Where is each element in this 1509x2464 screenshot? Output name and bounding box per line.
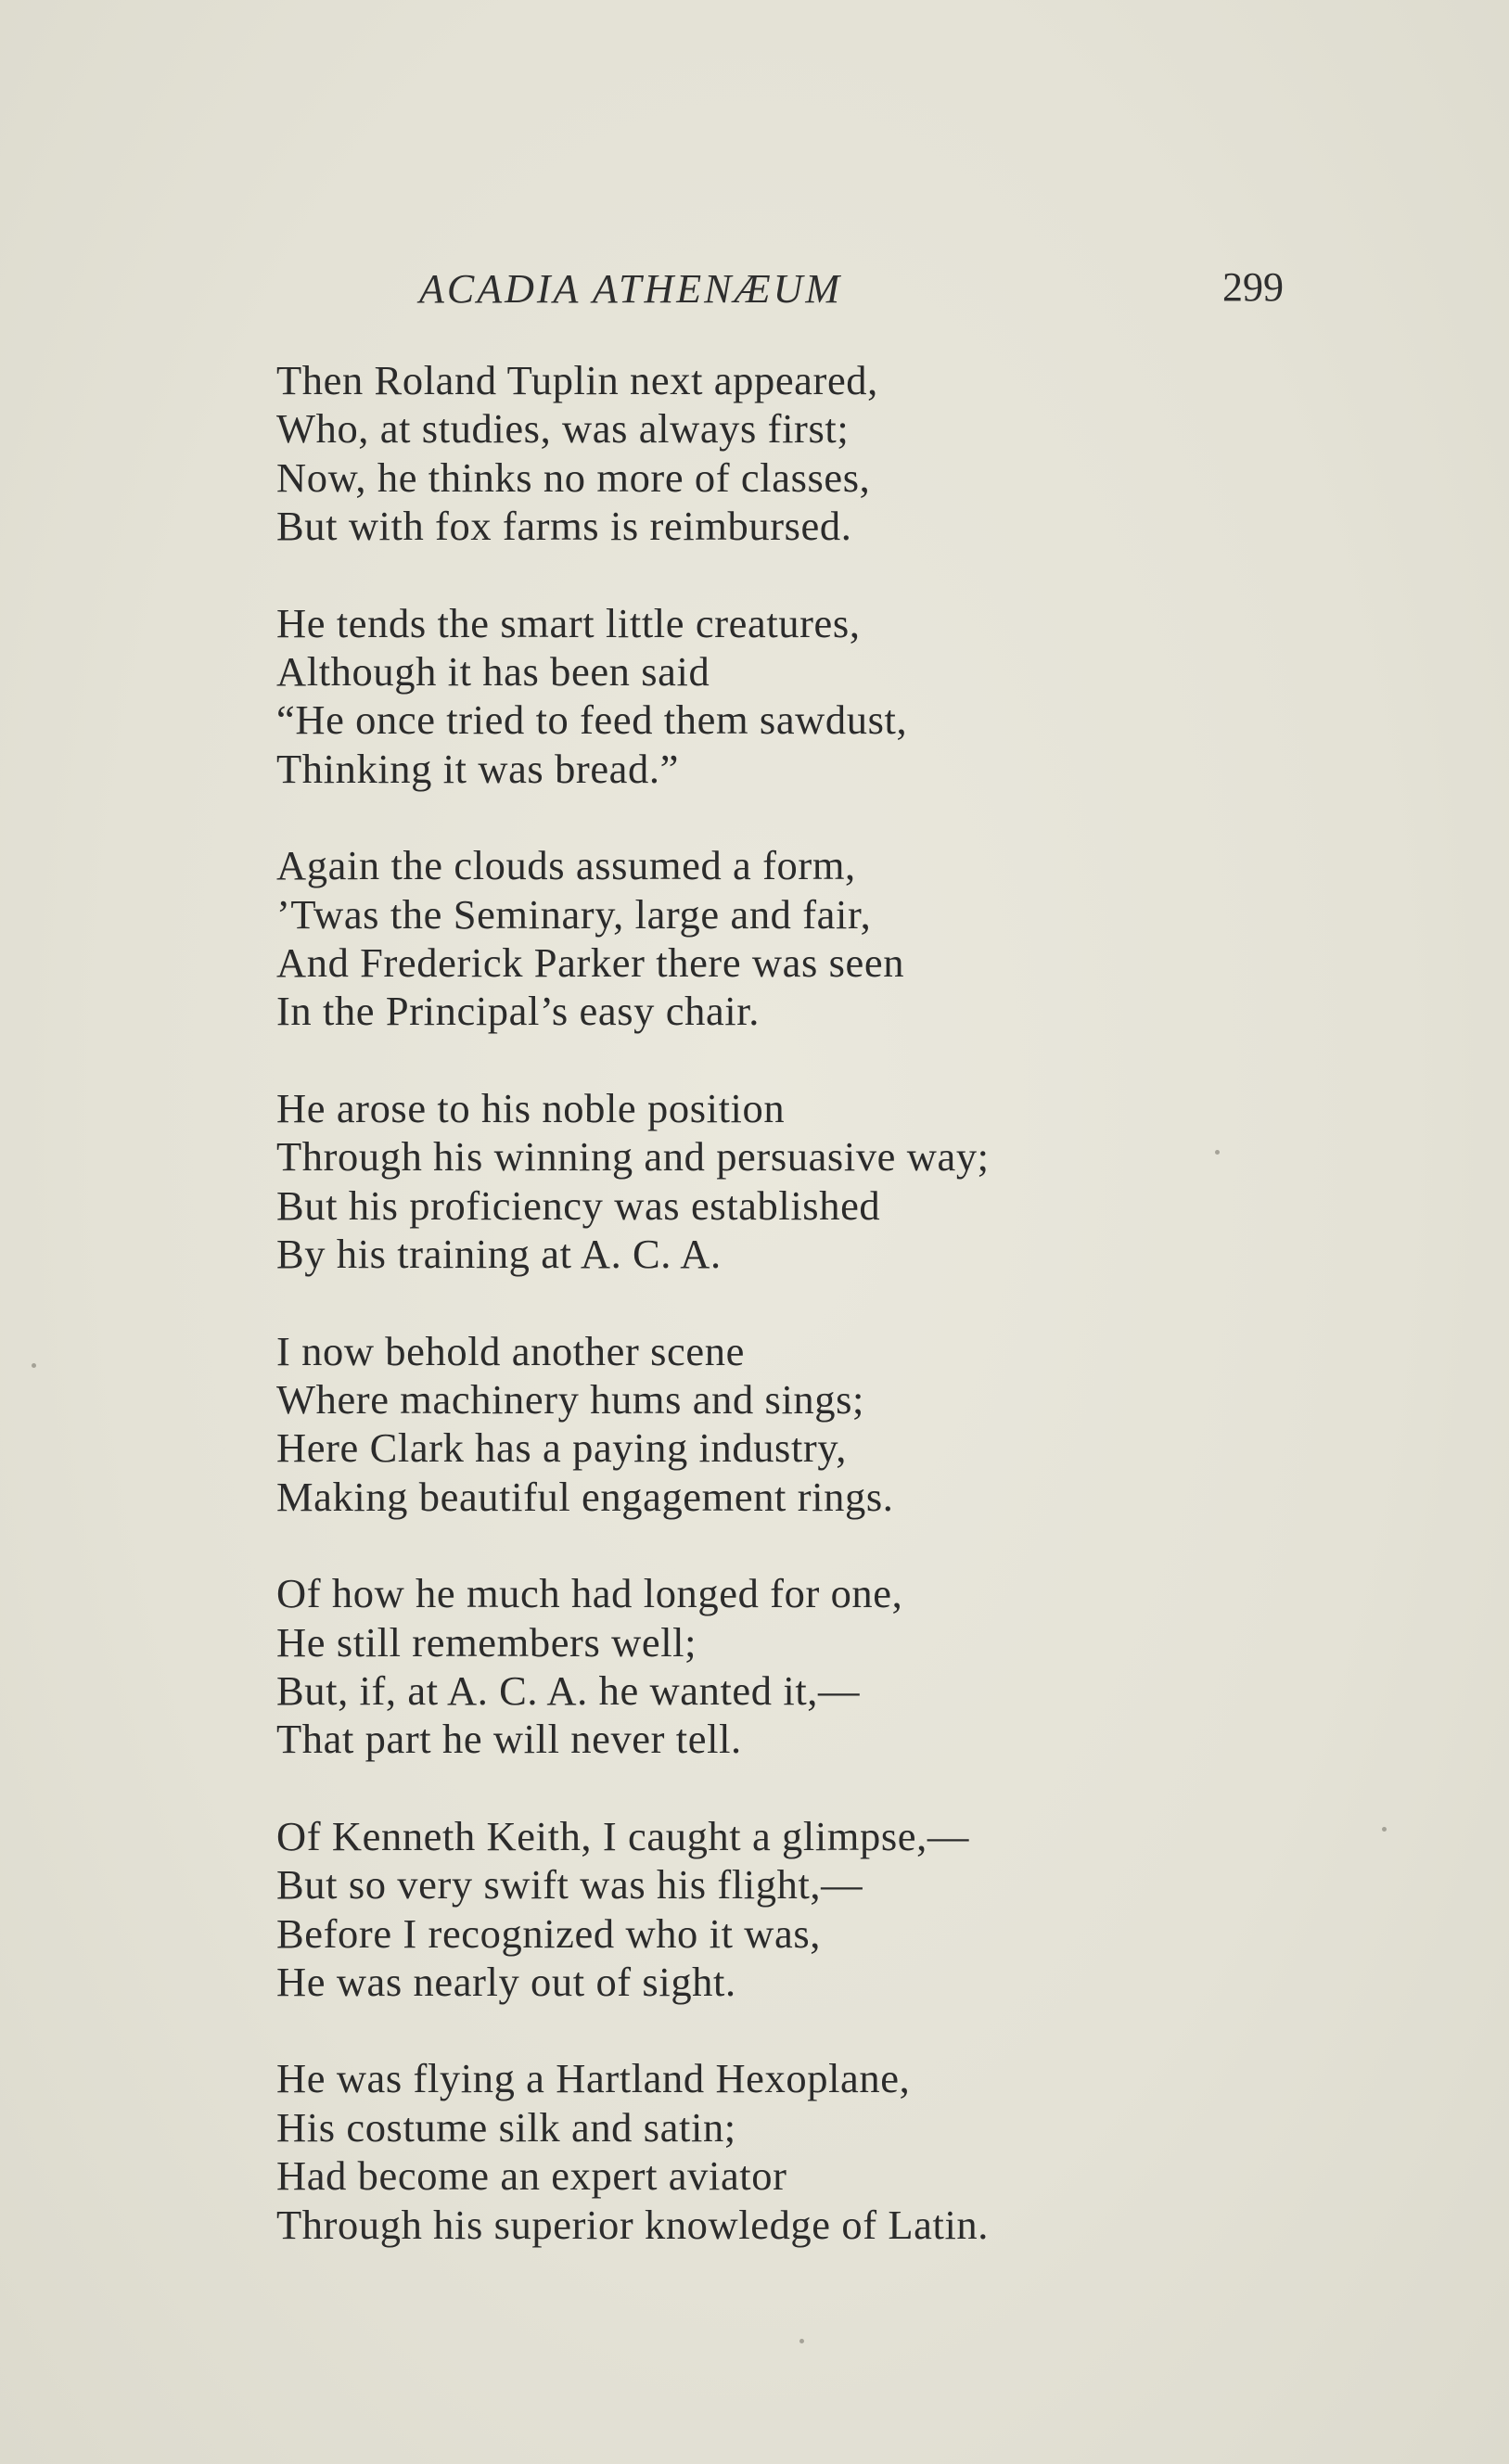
poem-line: He still remembers well;	[276, 1618, 697, 1666]
poem-line: Had become an expert aviator	[276, 2152, 787, 2200]
paper-speck	[1382, 1827, 1387, 1832]
poem-line: His costume silk and satin;	[276, 2103, 736, 2151]
stanza-3	[276, 841, 1408, 1036]
poem-line: Of Kenneth Keith, I caught a glimpse,—	[276, 1812, 969, 1859]
stanza-4	[276, 1084, 1408, 1279]
poem-line: But his proficiency was established	[276, 1181, 881, 1229]
poem-line: He tends the smart little creatures,	[276, 599, 861, 646]
poem-line: Then Roland Tuplin next appeared,	[276, 357, 878, 403]
poem-line: Now, he thinks no more of classes,	[276, 453, 871, 501]
poem-line: Here Clark has a paying industry,	[276, 1424, 848, 1472]
poem-line: Again the clouds assumed a form,	[276, 842, 856, 889]
paper-speck	[32, 1363, 36, 1368]
page-number: 299	[1222, 264, 1284, 310]
poem-line: Through his winning and persuasive way;	[276, 1133, 990, 1181]
journal-title: ACADIA ATHENÆUM	[419, 266, 843, 312]
poem-line: Where machinery hums and sings;	[276, 1375, 865, 1423]
paper-speck	[799, 2339, 804, 2343]
poem-line: He arose to his noble position	[276, 1084, 786, 1131]
poem-line: But so very swift was his flight,—	[276, 1861, 863, 1909]
poem-line: Making beautiful engagement rings.	[276, 1473, 894, 1520]
poem-line: I now behold another scene	[276, 1327, 745, 1374]
poem-line: Through his superior knowledge of Latin.	[276, 2201, 989, 2248]
paper-speck	[1215, 1150, 1220, 1155]
poem-line: ’Twas the Seminary, large and fair,	[276, 890, 872, 938]
stanza-1	[276, 356, 1408, 551]
stanza-6	[276, 1569, 1408, 1764]
poem-line: He was nearly out of sight.	[276, 1958, 736, 2005]
stanza-5	[276, 1327, 1408, 1522]
poem-line: But with fox farms is reimbursed.	[276, 503, 852, 550]
poem-line: Before I recognized who it was,	[276, 1909, 821, 1957]
stanza-2	[276, 599, 1408, 794]
poem-line: By his training at A. C. A.	[276, 1231, 722, 1278]
poem-line: Thinking it was bread.”	[276, 745, 679, 792]
poem-line: “He once tried to feed them sawdust,	[276, 696, 908, 744]
poem-body	[276, 356, 1408, 2297]
stanza-8	[276, 2054, 1408, 2249]
poem-line: In the Principal’s easy chair.	[276, 988, 760, 1035]
poem-line: He was flying a Hartland Hexoplane,	[276, 2055, 911, 2102]
poem-line: But, if, at A. C. A. he wanted it,—	[276, 1666, 861, 1714]
running-header	[0, 260, 1509, 315]
poem-line: Although it has been said	[276, 648, 710, 696]
stanza-7	[276, 1812, 1408, 2007]
poem-line: That part he will never tell.	[276, 1716, 742, 1763]
poem-line: Who, at studies, was always first;	[276, 405, 850, 453]
poem-line: And Frederick Parker there was seen	[276, 939, 905, 987]
poem-line: Of how he much had longed for one,	[276, 1570, 903, 1617]
